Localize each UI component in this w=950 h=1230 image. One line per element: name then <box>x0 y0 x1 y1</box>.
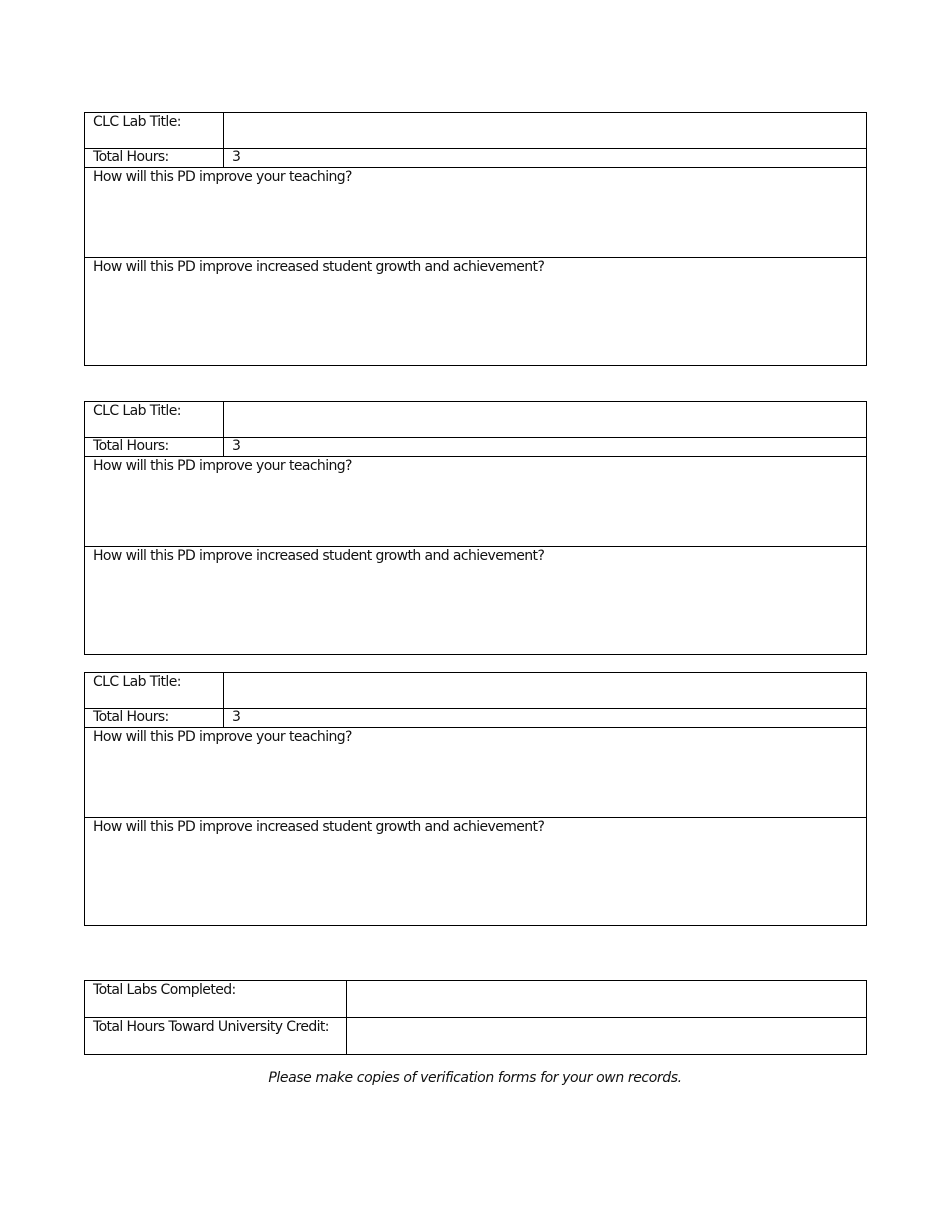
teaching-question-label: How will this PD improve your teaching? <box>93 169 352 185</box>
lab-form-2 <box>84 401 867 655</box>
total-labs-completed-label: Total Labs Completed: <box>85 981 347 1018</box>
growth-question-label: How will this PD improve increased student growth and achievement? <box>93 819 545 835</box>
lab-form-3 <box>84 672 867 926</box>
total-hours-label: Total Hours: <box>85 709 224 728</box>
growth-question-label: How will this PD improve increased student growth and achievement? <box>93 259 545 275</box>
total-hours-credit-label: Total Hours Toward University Credit: <box>85 1018 347 1055</box>
lab-title-label: CLC Lab Title: <box>85 113 224 149</box>
growth-question-field[interactable] <box>85 258 867 366</box>
total-hours-field[interactable]: 3 <box>224 438 867 457</box>
lab-title-label: CLC Lab Title: <box>85 673 224 709</box>
teaching-question-label: How will this PD improve your teaching? <box>93 458 352 474</box>
lab-title-label: CLC Lab Title: <box>85 402 224 438</box>
total-hours-label: Total Hours: <box>85 438 224 457</box>
summary-table <box>84 980 867 1055</box>
teaching-question-field[interactable] <box>85 457 867 547</box>
total-hours-field[interactable]: 3 <box>224 709 867 728</box>
total-hours-field[interactable]: 3 <box>224 149 867 168</box>
total-hours-label: Total Hours: <box>85 149 224 168</box>
teaching-question-label: How will this PD improve your teaching? <box>93 729 352 745</box>
teaching-question-field[interactable] <box>85 728 867 818</box>
lab-title-field[interactable] <box>224 673 867 709</box>
growth-question-field[interactable] <box>85 547 867 655</box>
lab-form-1 <box>84 112 867 366</box>
total-hours-credit-field[interactable] <box>347 1018 867 1055</box>
lab-title-field[interactable] <box>224 113 867 149</box>
lab-title-field[interactable] <box>224 402 867 438</box>
teaching-question-field[interactable] <box>85 168 867 258</box>
footer-note: Please make copies of verification forms for your own records. <box>268 1070 682 1086</box>
growth-question-field[interactable] <box>85 818 867 926</box>
growth-question-label: How will this PD improve increased student growth and achievement? <box>93 548 545 564</box>
total-labs-completed-field[interactable] <box>347 981 867 1018</box>
